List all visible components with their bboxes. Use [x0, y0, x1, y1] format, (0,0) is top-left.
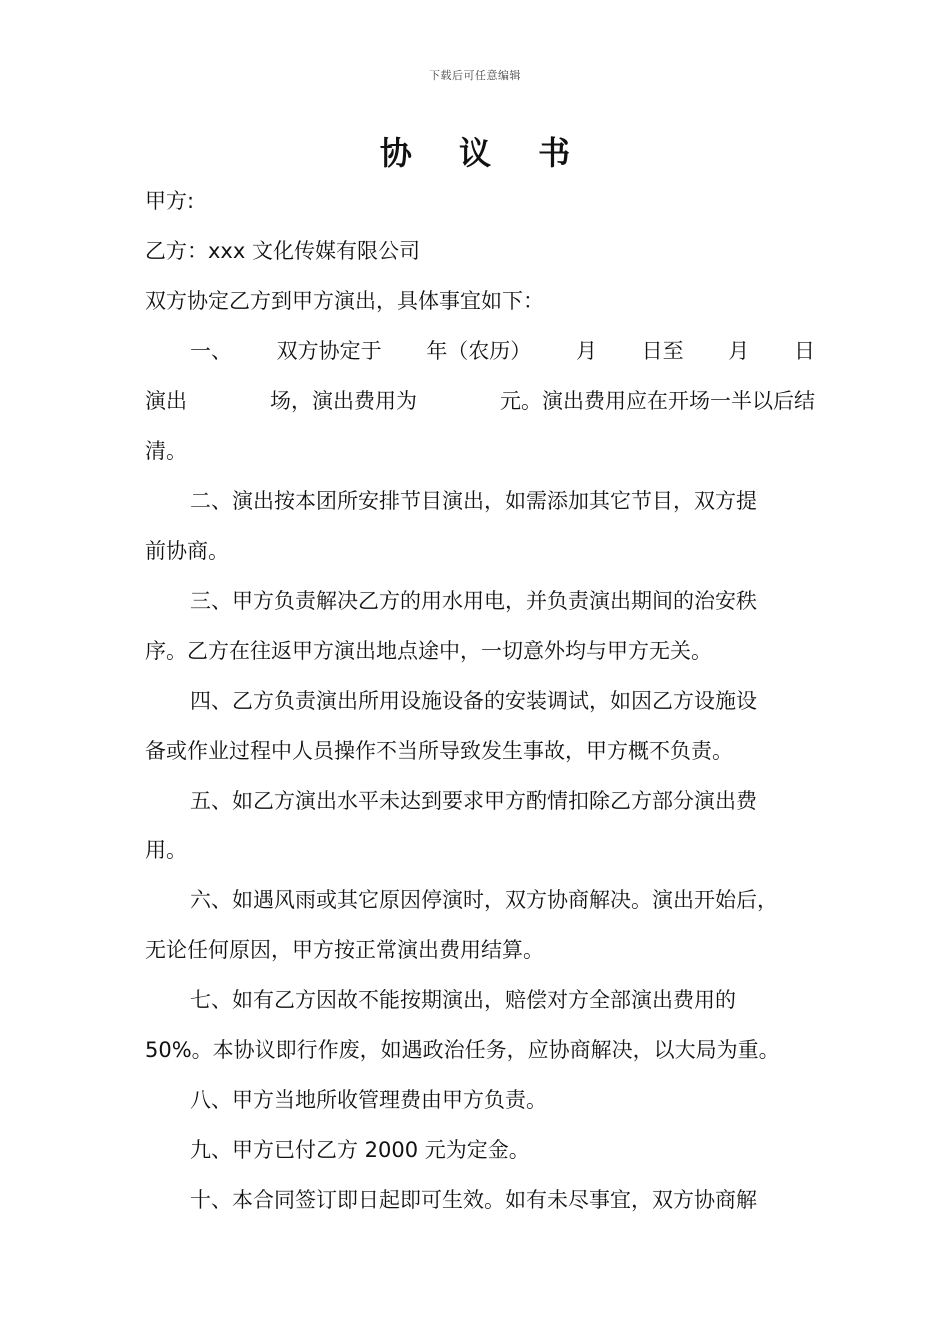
clause1-part: 日	[793, 339, 815, 363]
header-note: 下载后可任意编辑	[429, 69, 521, 82]
clause1-part: 月	[575, 339, 597, 363]
document-title: 协 议 书	[379, 134, 589, 172]
clause1-line3: 清。	[145, 439, 187, 463]
clause1-part: 月	[728, 339, 750, 363]
clause1-part: 演出	[145, 389, 187, 413]
clause1-line1	[190, 337, 815, 365]
clause9-line: 九、甲方已付乙方 2000 元为定金。	[190, 1138, 530, 1162]
clause1-part: 一、	[190, 339, 232, 363]
clause5-line1: 五、如乙方演出水平未达到要求甲方酌情扣除乙方部分演出费	[190, 789, 757, 813]
clause8-line: 八、甲方当地所收管理费由甲方负责。	[190, 1088, 547, 1112]
clause1-part: 双方协定于	[276, 339, 382, 363]
clause1-part: 场，演出费用为	[270, 389, 417, 413]
clause3-line2: 序。乙方在往返甲方演出地点途中，一切意外均与甲方无关。	[145, 639, 712, 663]
clause7-line2: 50%。本协议即行作废，如遇政治任务，应协商解决，以大局为重。	[145, 1038, 780, 1062]
clause5-line2: 用。	[145, 838, 187, 862]
clause1-part: 日至	[641, 339, 684, 363]
intro-line: 双方协定乙方到甲方演出，具体事宜如下：	[145, 289, 544, 313]
clause2-line1: 二、演出按本团所安排节目演出，如需添加其它节目，双方提	[190, 489, 757, 513]
clause1-part: 年（农历）	[426, 339, 532, 363]
clause4-line1: 四、乙方负责演出所用设施设备的安装调试，如因乙方设施设	[190, 689, 757, 713]
party-b-line: 乙方：xxx 文化传媒有限公司	[145, 239, 420, 263]
clause1-part: 元。演出费用应在开场一半以后结	[500, 389, 815, 413]
clause2-line2: 前协商。	[145, 539, 229, 563]
clause10-line: 十、本合同签订即日起即可生效。如有未尽事宜，双方协商解	[190, 1188, 757, 1212]
party-a-line: 甲方:	[145, 189, 195, 213]
clause4-line2: 备或作业过程中人员操作不当所导致发生事故，甲方概不负责。	[145, 739, 733, 763]
clause6-line2: 无论任何原因，甲方按正常演出费用结算。	[145, 938, 544, 962]
clause3-line1: 三、甲方负责解决乙方的用水用电，并负责演出期间的治安秩	[190, 589, 757, 613]
clause7-line1: 七、如有乙方因故不能按期演出，赔偿对方全部演出费用的	[190, 988, 736, 1012]
clause6-line1: 六、如遇风雨或其它原因停演时，双方协商解决。演出开始后，	[190, 888, 778, 912]
clause1-line2	[145, 387, 815, 415]
